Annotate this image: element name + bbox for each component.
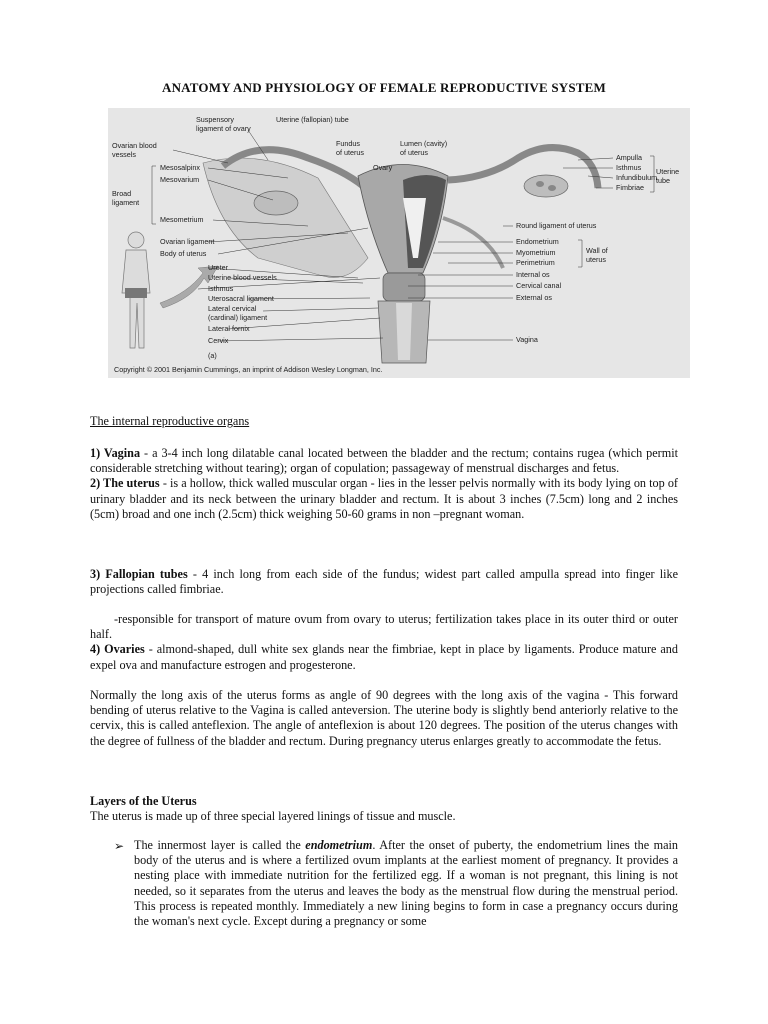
svg-text:Infundibulum: Infundibulum bbox=[616, 173, 658, 182]
svg-text:Wall of: Wall of bbox=[586, 246, 608, 255]
svg-text:Myometrium: Myometrium bbox=[516, 248, 556, 257]
item-vagina bbox=[90, 446, 678, 476]
svg-text:External os: External os bbox=[516, 293, 552, 302]
section-layers bbox=[90, 794, 678, 824]
item-text: - is a hollow, thick walled muscular organ - lies in the lesser pelvis normally with its body lying on top of urinary bladder and its neck between the urinary bladder and rectum. It is about 3 inches (7.5cm) long and 2 inches (5cm) broad and one inch (2.5cm) thick weighing 50-60 grams in non –pregnant woman. bbox=[90, 476, 678, 521]
item-label: 4) Ovaries bbox=[90, 642, 145, 657]
svg-text:Perimetrium: Perimetrium bbox=[516, 258, 555, 267]
paragraph-vagina-uterus bbox=[90, 446, 678, 522]
bullet-arrow-icon: ➢ bbox=[114, 839, 125, 853]
bullet-text-post: . After the onset of puberty, the endometrium lines the main body of the uterus and is where a fertilized ovum implants at the earliest moment of pregnancy. It provides a nesting place with immediate nutrition for the fertilized egg. If a woman is not pregnant, this lining is not needed, so it separates from the uterus and leaves the body as the menstrual flow during the menstrual period. This process is repeated monthly. Immediately a new lining begins to form in case a pregnancy occurs during the woman's next cycle. Except during a pregnancy or some bbox=[134, 838, 678, 929]
svg-text:Lateral fornix: Lateral fornix bbox=[208, 324, 250, 333]
paragraph-fallopian-function bbox=[90, 612, 678, 673]
svg-text:of uterus: of uterus bbox=[400, 148, 428, 157]
svg-text:Uterine (fallopian) tube: Uterine (fallopian) tube bbox=[276, 115, 349, 124]
svg-text:Vagina: Vagina bbox=[516, 335, 538, 344]
item-label: 2) The uterus bbox=[90, 476, 160, 491]
svg-text:Uterine blood vessels: Uterine blood vessels bbox=[208, 273, 277, 282]
page-title: ANATOMY AND PHYSIOLOGY OF FEMALE REPRODUCTIVE SYSTEM bbox=[161, 80, 606, 95]
svg-text:Fundus: Fundus bbox=[336, 139, 360, 148]
svg-text:Uterine: Uterine bbox=[656, 167, 680, 176]
svg-text:vessels: vessels bbox=[112, 150, 136, 159]
svg-text:Copyright © 2001 Benjamin Cumm: Copyright © 2001 Benjamin Cummings, an imprint of Addison Wesley Longman, Inc. bbox=[114, 365, 383, 374]
anatomy-illustration bbox=[108, 108, 690, 378]
paragraph-fallopian bbox=[90, 567, 678, 597]
svg-text:(cardinal) ligament: (cardinal) ligament bbox=[208, 313, 268, 322]
svg-text:Uterosacral ligament: Uterosacral ligament bbox=[208, 294, 274, 303]
section-heading: Layers of the Uterus bbox=[90, 794, 197, 808]
svg-text:ligament: ligament bbox=[112, 198, 140, 207]
svg-text:Mesometrium: Mesometrium bbox=[160, 215, 204, 224]
svg-text:uterus: uterus bbox=[586, 255, 606, 264]
section-intro: The uterus is made up of three special layered linings of tissue and muscle. bbox=[90, 809, 456, 824]
item-ovaries bbox=[90, 642, 678, 672]
svg-text:Isthmus: Isthmus bbox=[208, 284, 234, 293]
svg-text:Ovarian blood: Ovarian blood bbox=[112, 141, 157, 150]
svg-text:Ampulla: Ampulla bbox=[616, 153, 642, 162]
anatomy-figure bbox=[108, 108, 690, 378]
item-text: - 4 inch long from each side of the fundus; widest part called ampulla spread into finger like projections called fimbriae. bbox=[90, 567, 678, 597]
svg-text:ligament of ovary: ligament of ovary bbox=[196, 124, 251, 133]
heading-internal-organs bbox=[90, 414, 678, 429]
section-heading: The internal reproductive organs bbox=[90, 414, 250, 428]
svg-text:Cervix: Cervix bbox=[208, 336, 229, 345]
bullet-text-pre: The innermost layer is called the bbox=[134, 838, 306, 852]
svg-text:Mesovarium: Mesovarium bbox=[160, 175, 200, 184]
svg-text:Broad: Broad bbox=[112, 189, 132, 198]
svg-text:tube: tube bbox=[656, 176, 670, 185]
svg-text:Lumen (cavity): Lumen (cavity) bbox=[400, 139, 448, 148]
svg-text:Lateral cervical: Lateral cervical bbox=[208, 304, 257, 313]
svg-text:Endometrium: Endometrium bbox=[516, 237, 559, 246]
svg-text:Body of uterus: Body of uterus bbox=[160, 249, 207, 258]
item-text: -responsible for transport of mature ovum from ovary to uterus; fertilization takes place in its outer third or outer half. bbox=[90, 612, 678, 642]
svg-text:Internal os: Internal os bbox=[516, 270, 550, 279]
bullet-term: endometrium bbox=[305, 838, 373, 852]
svg-text:of uterus: of uterus bbox=[336, 148, 364, 157]
item-label: 1) Vagina bbox=[90, 446, 141, 460]
paragraph-uterus-axis bbox=[90, 688, 678, 749]
svg-text:Ureter: Ureter bbox=[208, 263, 228, 272]
item-fallopian bbox=[90, 567, 678, 597]
item-uterus bbox=[90, 476, 678, 522]
svg-text:Ovarian ligament: Ovarian ligament bbox=[160, 237, 215, 246]
item-text: - almond-shaped, dull white sex glands near the fimbriae, kept in place by ligaments. Produce mature and expel ova and manufacture estrogen and progesterone. bbox=[90, 642, 678, 672]
svg-text:Mesosalpinx: Mesosalpinx bbox=[160, 163, 200, 172]
bullet-endometrium bbox=[134, 838, 678, 929]
svg-text:Suspensory: Suspensory bbox=[196, 115, 234, 124]
body-paragraph: Normally the long axis of the uterus forms as angle of 90 degrees with the long axis of the vagina - This forward bending of uterus relative to the Vagina is called anteversion. The uterine body is slightly bend anteriorly relative to the cervix, this is called anteflexion. The angle of anteflexion is about 120 degrees. The position of the uterus changes with the degree of fullness of the bladder and rectum. During pregnancy uterus enlarges greatly to accommodate the fetus. bbox=[90, 688, 678, 748]
svg-text:Cervical canal: Cervical canal bbox=[516, 281, 562, 290]
svg-text:Round ligament of uterus: Round ligament of uterus bbox=[516, 221, 597, 230]
svg-text:Isthmus: Isthmus bbox=[616, 163, 642, 172]
svg-text:Ovary: Ovary bbox=[373, 163, 393, 172]
svg-text:(a): (a) bbox=[208, 351, 217, 360]
item-label: 3) Fallopian tubes bbox=[90, 567, 188, 581]
svg-text:Fimbriae: Fimbriae bbox=[616, 183, 644, 192]
item-text: - a 3-4 inch long dilatable canal located between the bladder and the rectum; contains rugea (which permit considerable stretching without tearing); organ of copulation; passageway of menstrual discharges and fetus. bbox=[90, 446, 678, 476]
